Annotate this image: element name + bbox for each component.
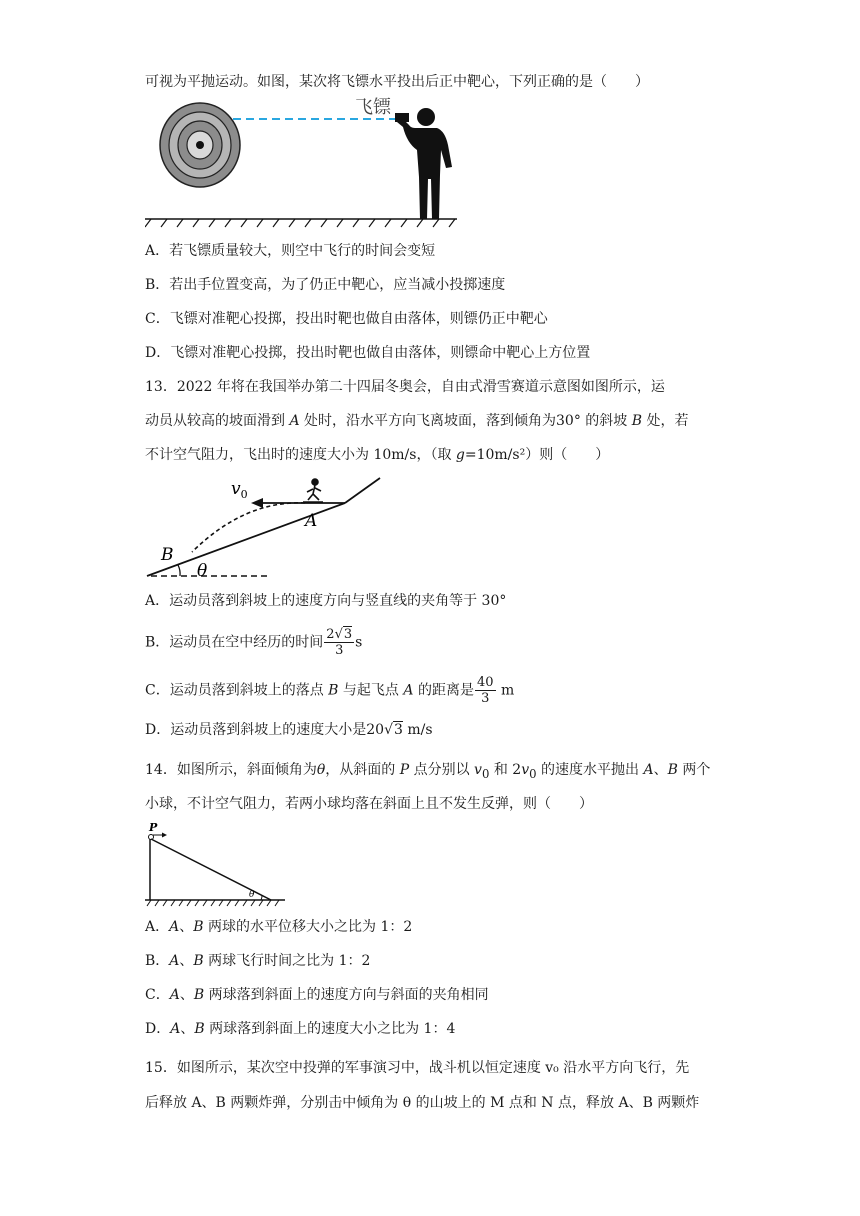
thrower-icon	[395, 108, 452, 219]
q13-option-d: D．运动员落到斜坡上的速度大小是20√3 m/s	[145, 722, 433, 738]
q13-option-c: C．运动员落到斜坡上的落点 B 与起飞点 A 的距离是 $\frac{40}{3}$ m	[145, 675, 515, 706]
ski-jump-figure	[145, 470, 390, 582]
q14-option-a: A．A、B 两球的水平位移大小之比为 1：2	[145, 919, 413, 935]
q13-line-2: 动员从较高的坡面滑到 A 处时，沿水平方向飞离坡面，落到倾角为30° 的斜坡 B 处，若	[145, 413, 689, 429]
incline-theta-label: θ	[249, 890, 255, 900]
q15-line-1: 15．如图所示，某次空中投弹的军事演习中，战斗机以恒定速度 v₀ 沿水平方向飞行，先	[145, 1060, 690, 1076]
upper-slope	[345, 478, 380, 503]
target-icon	[160, 103, 240, 187]
q12-option-d: D．飞镖对准靶心投掷，投出时靶也做自由落体，则镖命中靶心上方位置	[145, 345, 591, 361]
q14-line-2: 小球，不计空气阻力，若两小球均落在斜面上且不发生反弹，则（ ）	[145, 796, 593, 812]
dart-label: 飞镖	[355, 97, 391, 118]
q12-intro: 可视为平抛运动。如图，某次将飞镖水平投出后正中靶心，下列正确的是（ ）	[145, 74, 649, 90]
q14-option-c: C．A、B 两球落到斜面上的速度方向与斜面的夹角相同	[145, 987, 489, 1003]
q15-line-2: 后释放 A、B 两颗炸弹，分别击中倾角为 θ 的山坡上的 M 点和 N 点，释放 A、B 两颗炸	[145, 1095, 700, 1111]
skier-icon	[303, 479, 323, 502]
q13-line-3: 不计空气阻力，飞出时的速度大小为 10m/s，（取 g=10m/s²）则（ ）	[145, 447, 610, 463]
q13-line-1: 13．2022 年将在我国举办第二十四届冬奥会，自由式滑雪赛道示意图如图所示，运	[145, 379, 665, 395]
q14-line-1: 14．如图所示，斜面倾角为θ，从斜面的 P 点分别以 $v_0$ 和 $2v_0$ 的速度水平抛出 A、B 两个	[145, 762, 711, 781]
flight-path	[192, 503, 305, 552]
dart-target-figure	[145, 95, 465, 230]
point-a-label: A	[305, 511, 318, 531]
theta-label: θ	[197, 561, 208, 581]
q12-option-b: B．若出手位置变高，为了仍正中靶心，应当减小投掷速度	[145, 277, 506, 293]
point-b-label: B	[161, 545, 174, 565]
q13-option-a: A．运动员落到斜坡上的速度方向与竖直线的夹角等于 30°	[145, 593, 507, 609]
point-p-label: P	[149, 821, 158, 834]
q12-option-c: C．飞镖对准靶心投掷，投出时靶也做自由落体，则镖仍正中靶心	[145, 311, 548, 327]
q14-option-b: B．A、B 两球飞行时间之比为 1：2	[145, 953, 371, 969]
v0-label: $v_0$	[231, 479, 248, 501]
velocity-arrowhead	[251, 498, 263, 508]
incline-hatch	[147, 900, 279, 906]
q14-option-d: D．A、B 两球落到斜面上的速度大小之比为 1：4	[145, 1021, 456, 1037]
q13-option-b: B．运动员在空中经历的时间 $\frac{2√3}{3}$ s	[145, 627, 363, 658]
q12-option-a: A．若飞镖质量较大，则空中飞行的时间会变短	[145, 243, 436, 259]
angle-arc	[178, 565, 180, 576]
ground-hatch	[145, 219, 455, 227]
incline-figure	[145, 820, 290, 908]
